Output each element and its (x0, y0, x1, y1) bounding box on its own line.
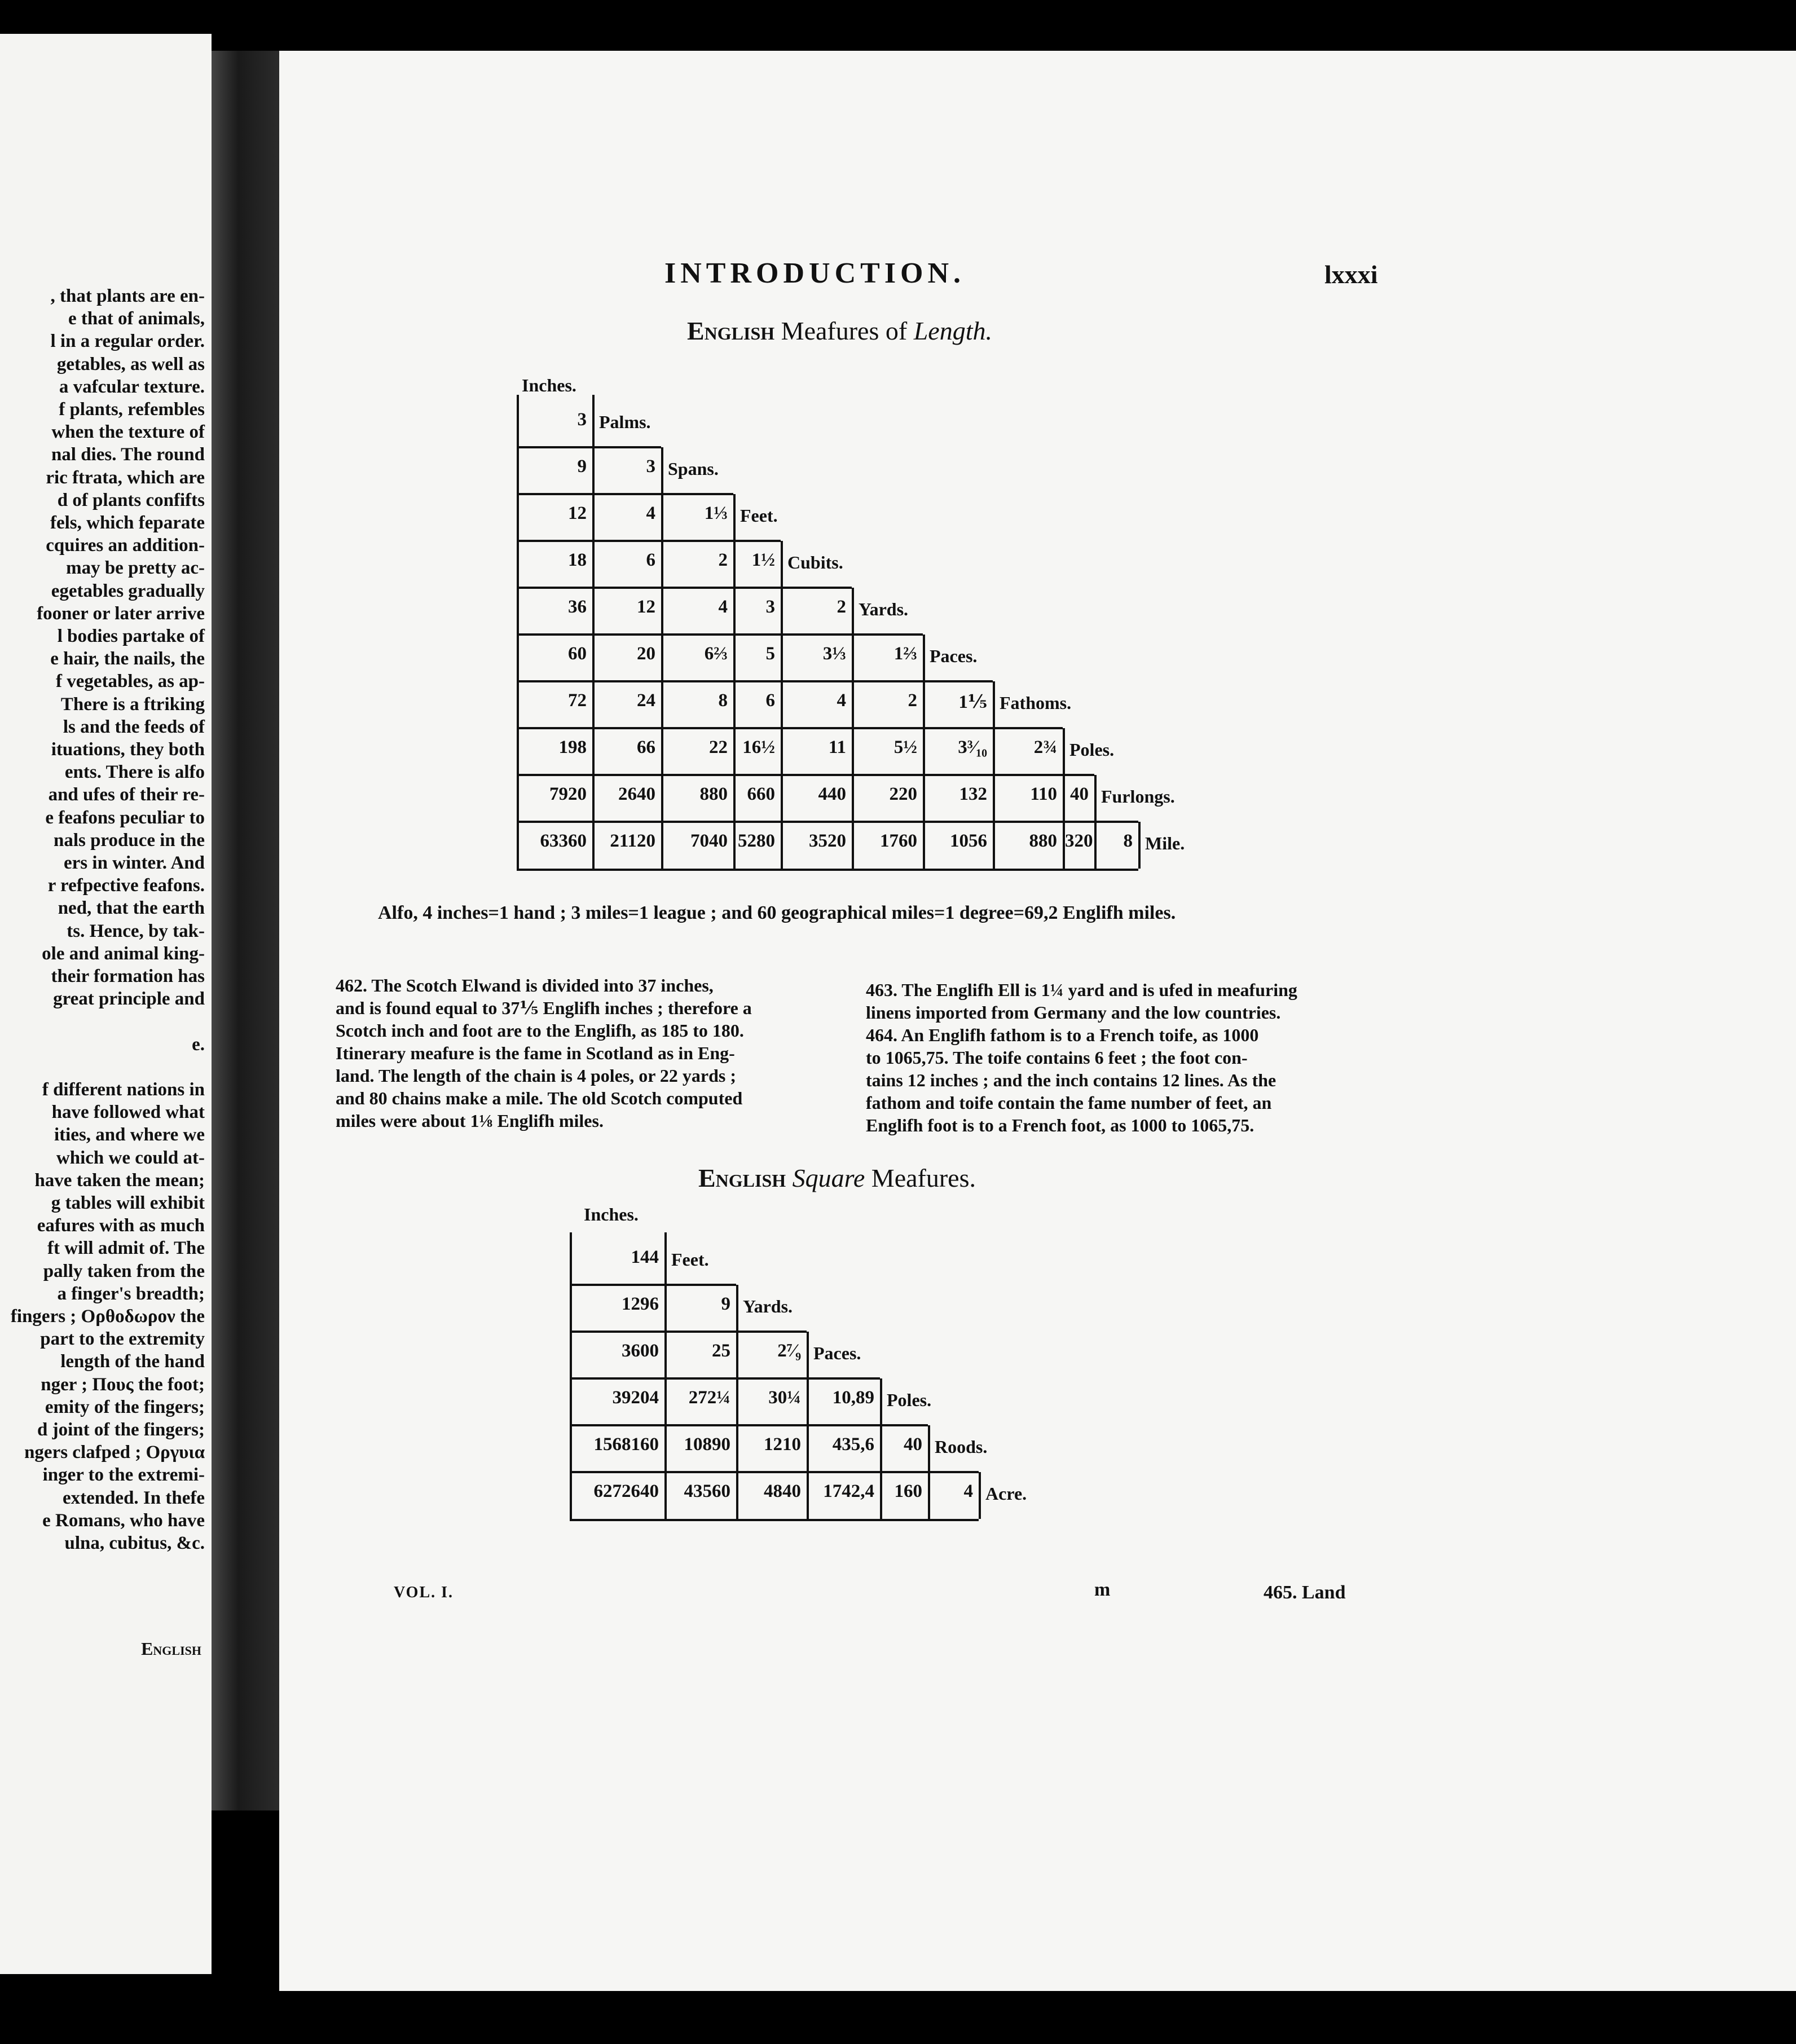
left-page-line: l in a regular order. (50, 331, 205, 352)
left-page-line: e hair, the nails, the (50, 649, 205, 669)
table-cell: 6272640 (593, 1481, 659, 1501)
square-title-end: Meafures. (865, 1164, 976, 1192)
signature-mark: m (1094, 1579, 1111, 1600)
left-page-line: length of the hand (60, 1351, 205, 1372)
table-cell: 39204 (612, 1387, 659, 1408)
para-462-line: and is found equal to 37⅕ Englifh inches ; therefore a (336, 998, 752, 1018)
square-title-italic: Square (792, 1164, 865, 1192)
table-cell: 7040 (690, 831, 728, 851)
para-462-line: and 80 chains make a mile. The old Scotch computed (336, 1088, 743, 1108)
table-cell: 12 (568, 503, 587, 523)
table-cell: 4 (837, 690, 846, 711)
left-page-line: fingers ; Ορθοδωρον the (10, 1306, 205, 1327)
table-cell: 72 (568, 690, 587, 711)
unit-label: Paces. (930, 646, 978, 666)
left-page-line: extended. In thefe (62, 1487, 205, 1508)
unit-label: Inches. (522, 375, 576, 395)
left-page-line: l bodies partake of (57, 626, 205, 646)
table-rule (1138, 822, 1141, 869)
unit-label: Mile. (1145, 833, 1185, 853)
table-rule (570, 1424, 928, 1426)
table-cell: 272¼ (688, 1387, 730, 1408)
unit-label: Furlongs. (1101, 786, 1175, 807)
table-cell: 36 (568, 597, 587, 617)
table-cell: 3⅓ (822, 644, 846, 664)
para-464-line: to 1065,75. The toife contains 6 feet ; the foot con- (866, 1047, 1248, 1068)
left-page-line: have taken the mean; (34, 1170, 205, 1191)
page-number: lxxxi (1324, 260, 1378, 289)
table-cell: 6⅔ (704, 644, 728, 664)
table-cell: 2 (837, 597, 846, 617)
table-rule (517, 821, 1138, 823)
table-cell: 3 (577, 409, 587, 430)
left-page-line: pally taken from the (43, 1261, 205, 1281)
unit-label: Paces. (813, 1343, 861, 1363)
table-rule (664, 1232, 667, 1519)
left-page-line: nger ; Πους the foot; (41, 1374, 205, 1395)
table-cell: 24 (637, 690, 655, 711)
table-cell: 10,89 (832, 1387, 874, 1408)
left-page-line: d joint of the fingers; (37, 1420, 205, 1440)
table-cell: 18 (568, 550, 587, 570)
unit-label: Feet. (740, 505, 778, 526)
left-page-line: eafures with as much (37, 1215, 205, 1236)
unit-label: Cubits. (787, 552, 843, 572)
left-page-line: g tables will exhibit (51, 1193, 205, 1213)
left-page-line: e Romans, who have (42, 1510, 205, 1531)
unit-label: Roods. (935, 1437, 988, 1457)
left-page-line: ts. Hence, by tak- (67, 920, 205, 941)
paragraph-462 (336, 974, 843, 1132)
left-page-line: ituations, they both (51, 739, 205, 760)
left-page-line: part to the extremity (40, 1329, 205, 1350)
table-rule (517, 587, 852, 589)
table-cell: 3520 (809, 831, 846, 851)
table-cell: 435,6 (832, 1434, 874, 1455)
table-cell: 3 (646, 456, 655, 477)
table-cell: 4 (718, 597, 728, 617)
table-cell: 7920 (549, 784, 587, 804)
paragraph-463-464 (866, 979, 1385, 1136)
left-page-line: ft will admit of. The (47, 1238, 205, 1259)
table-cell: 660 (747, 784, 775, 804)
left-page-line: which we could at- (56, 1147, 205, 1168)
table-cell: 320 (1065, 831, 1093, 851)
table-cell: 11 (828, 737, 846, 757)
unit-label: Inches. (584, 1204, 639, 1224)
left-page-line: a finger's breadth; (57, 1283, 205, 1304)
catchword: 465. Land (1264, 1582, 1346, 1603)
left-page-line: r refpective feafons. (47, 875, 205, 896)
running-header: INTRODUCTION. (664, 257, 966, 289)
unit-label: Poles. (1069, 739, 1115, 760)
para-462-line: miles were about 1⅛ Englifh miles. (336, 1111, 604, 1131)
table-cell: 9 (721, 1294, 730, 1314)
table-cell: 132 (959, 784, 987, 804)
unit-label: Spans. (668, 459, 719, 479)
table-cell: 160 (894, 1481, 922, 1501)
length-title-italic: Length. (913, 316, 992, 345)
left-page-line: may be pretty ac- (66, 558, 205, 579)
unit-label: Palms. (599, 412, 651, 432)
para-462-line: Scotch inch and foot are to the Englifh, as 185 to 180. (336, 1020, 744, 1041)
unit-label: Yards. (743, 1296, 793, 1316)
square-title-smallcaps: English (698, 1164, 786, 1192)
left-page (0, 34, 212, 1974)
left-page-line: ers in winter. And (64, 853, 205, 873)
table-cell: 220 (889, 784, 917, 804)
table-rule (517, 540, 781, 542)
table-cell: 198 (558, 737, 587, 757)
table-cell: 12 (637, 597, 655, 617)
table-cell: 21120 (610, 831, 655, 851)
para-464-line: tains 12 inches ; and the inch contains 12 lines. As the (866, 1070, 1276, 1090)
left-page-line: egetables gradually (51, 580, 205, 601)
left-page-catchword: English (141, 1638, 201, 1659)
left-page-line: fooner or later arrive (37, 603, 205, 624)
table-cell: 1742,4 (823, 1481, 874, 1501)
table-cell: 5 (765, 644, 775, 664)
left-page-line: fels, which feparate (50, 513, 205, 533)
left-page-line: when the texture of (51, 422, 205, 443)
table-cell: 9 (577, 456, 587, 477)
table-cell: 6 (765, 690, 775, 711)
left-page-line: cquires an addition- (46, 535, 205, 556)
left-page-line: and ufes of their re- (48, 785, 205, 805)
table-rule (570, 1471, 979, 1473)
table-rule (517, 680, 993, 682)
para-462-line: land. The length of the chain is 4 poles, or 22 yards ; (336, 1065, 737, 1086)
left-page-line: their formation has (51, 966, 205, 986)
table-rule (570, 1232, 572, 1519)
left-page-line: ities, and where we (54, 1125, 205, 1146)
table-rule (570, 1377, 880, 1380)
table-rule (517, 774, 1094, 776)
table-cell: 60 (568, 644, 587, 664)
table-cell: 20 (637, 644, 655, 664)
left-page-line: ents. There is alfo (64, 762, 205, 783)
left-page-line: ric ftrata, which are (46, 467, 205, 488)
left-page-line: e that of animals, (68, 309, 205, 329)
table-cell: 2⁷⁄₉ (777, 1341, 801, 1361)
table-rule (979, 1472, 981, 1519)
table-cell: 1⅕ (958, 692, 987, 712)
left-page-line: nal dies. The round (51, 444, 205, 465)
length-title-middle: Meafures of (774, 316, 914, 345)
table-cell: 1210 (764, 1434, 801, 1455)
table-cell: 16½ (742, 737, 775, 757)
unit-label: Feet. (671, 1249, 709, 1270)
table-rule (570, 1331, 807, 1333)
length-table-title (687, 316, 992, 346)
square-table-title (698, 1163, 976, 1193)
left-page-line: ngers clafped ; Οργυια (24, 1442, 205, 1463)
para-463-line: linens imported from Germany and the low countries. (866, 1002, 1281, 1023)
para-464-line: 464. An Englifh fathom is to a French toife, as 1000 (866, 1025, 1259, 1045)
left-page-line: f plants, refembles (59, 399, 205, 420)
table-rule (517, 446, 661, 448)
left-page-line: ned, that the earth (58, 898, 205, 919)
book-gutter (212, 51, 279, 1810)
left-page-line: nals produce in the (53, 830, 205, 851)
table-cell: 3 (765, 597, 775, 617)
left-page-line: getables, as well as (56, 354, 205, 375)
para-463-line: 463. The Englifh Ell is 1¼ yard and is ufed in meafuring (866, 980, 1297, 1000)
table-cell: 1296 (622, 1294, 659, 1314)
table-rule (517, 727, 1063, 729)
table-cell: 63360 (540, 831, 587, 851)
left-page-line: great principle and (53, 989, 205, 1010)
table-cell: 40 (904, 1434, 922, 1455)
left-page-line: ls and the feeds of (63, 716, 205, 737)
table-rule (517, 869, 1138, 871)
table-cell: 30¼ (768, 1387, 801, 1408)
para-464-line: Englifh foot is to a French foot, as 1000 to 1065,75. (866, 1115, 1254, 1135)
length-note: Alfo, 4 inches=1 hand ; 3 miles=1 league ; and 60 geographical miles=1 degree=69,2 Englifh miles. (378, 902, 1176, 923)
length-title-smallcaps: English (687, 316, 775, 345)
table-cell: 4 (963, 1481, 973, 1501)
table-cell: 10890 (684, 1434, 730, 1455)
left-page-line: e feafons peculiar to (45, 807, 205, 828)
table-cell: 2640 (618, 784, 655, 804)
table-cell: 22 (709, 737, 728, 757)
table-cell: 40 (1070, 784, 1089, 804)
table-rule (517, 633, 923, 636)
table-rule (570, 1519, 979, 1521)
unit-label: Yards. (859, 599, 909, 619)
table-cell: 1⅔ (893, 644, 917, 664)
table-cell: 440 (818, 784, 846, 804)
table-cell: 43560 (684, 1481, 730, 1501)
table-rule (570, 1284, 736, 1286)
para-462-line: 462. The Scotch Elwand is divided into 37 inches, (336, 975, 714, 995)
left-page-line: ole and animal king- (42, 943, 205, 964)
table-cell: 4840 (764, 1481, 801, 1501)
left-page-line: , that plants are en- (50, 286, 205, 306)
volume-mark: VOL. I. (394, 1584, 454, 1601)
table-cell: 8 (718, 690, 728, 711)
table-cell: 2 (718, 550, 728, 570)
table-cell: 110 (1030, 784, 1057, 804)
table-cell: 1760 (880, 831, 917, 851)
left-page-line: f vegetables, as ap- (56, 671, 205, 692)
para-464-line: fathom and toife contain the fame number of feet, an (866, 1093, 1272, 1113)
table-cell: 880 (1029, 831, 1057, 851)
unit-label: Poles. (887, 1390, 932, 1410)
table-cell: 1568160 (593, 1434, 659, 1455)
left-page-line: have followed what (51, 1102, 205, 1123)
table-cell: 25 (712, 1341, 730, 1361)
left-page-line: a vafcular texture. (59, 376, 205, 397)
left-page-line: There is a ftriking (60, 694, 205, 715)
left-page-line: ulna, cubitus, &c. (64, 1533, 205, 1553)
left-page-line: f different nations in (42, 1080, 205, 1100)
table-rule (517, 493, 733, 495)
table-cell: 144 (631, 1247, 659, 1267)
left-page-line: emity of the fingers; (45, 1397, 205, 1417)
table-cell: 1⅓ (704, 503, 728, 523)
table-cell: 1½ (751, 550, 775, 570)
table-cell: 66 (637, 737, 655, 757)
left-page-line: d of plants confifts (57, 490, 205, 510)
para-462-line: Itinerary meafure is the fame in Scotland as in Eng- (336, 1043, 735, 1063)
table-cell: 8 (1123, 831, 1133, 851)
unit-label: Acre. (985, 1483, 1027, 1504)
table-cell: 880 (699, 784, 728, 804)
table-cell: 2 (908, 690, 917, 711)
table-cell: 5½ (893, 737, 917, 757)
table-cell: 4 (646, 503, 655, 523)
table-cell: 3600 (622, 1341, 659, 1361)
table-cell: 5280 (738, 831, 775, 851)
table-cell: 6 (646, 550, 655, 570)
table-cell: 3³⁄₁₀ (958, 737, 987, 757)
table-cell: 2¾ (1033, 737, 1057, 757)
unit-label: Fathoms. (1000, 693, 1072, 713)
left-page-line: inger to the extremi- (42, 1465, 205, 1486)
table-cell: 1056 (950, 831, 987, 851)
left-page-line: e. (192, 1034, 205, 1055)
